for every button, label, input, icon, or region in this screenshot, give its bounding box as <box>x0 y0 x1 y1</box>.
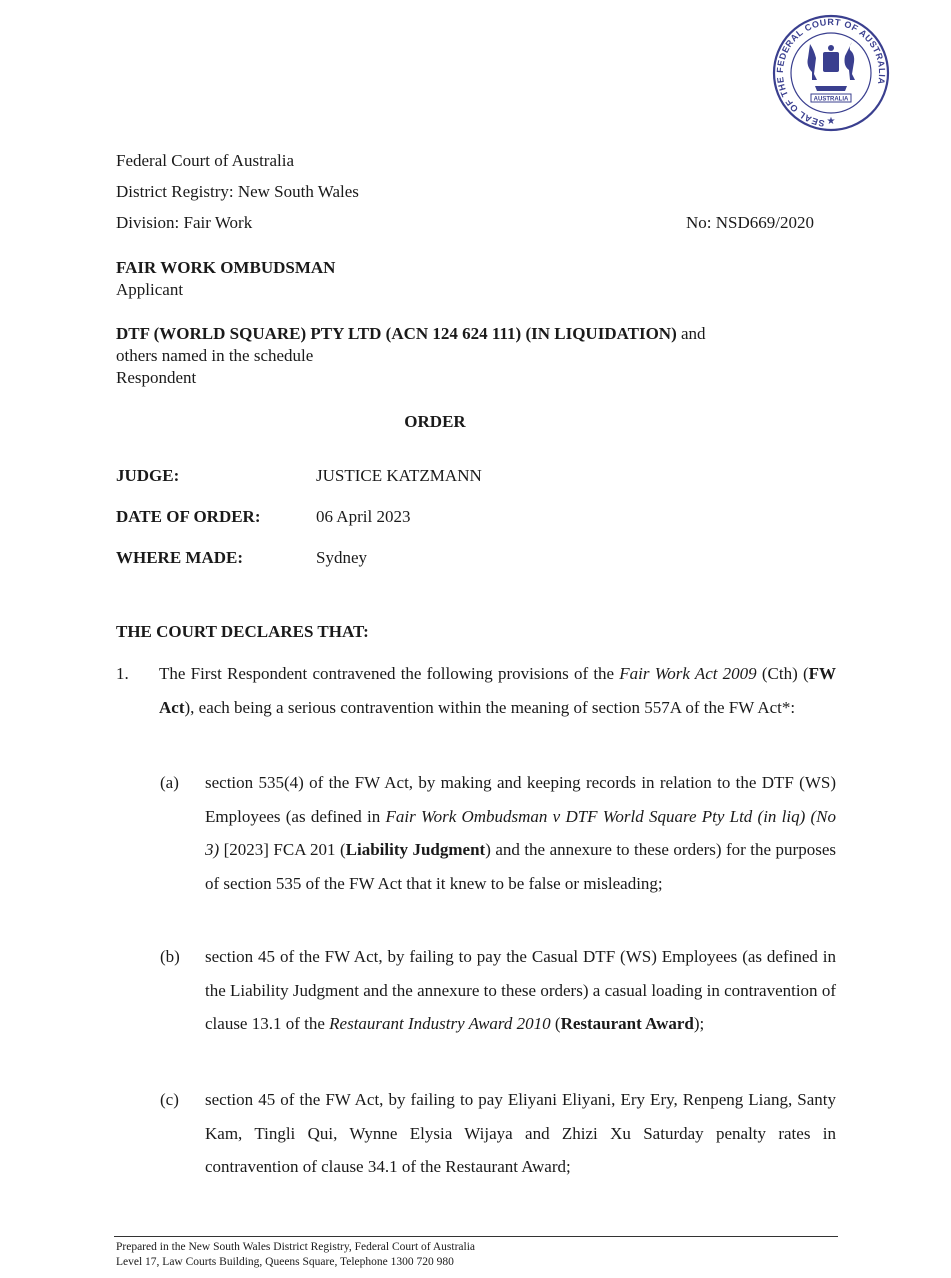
paragraph-1-number: 1. <box>116 664 129 683</box>
court-name: Federal Court of Australia <box>116 151 294 170</box>
footer-divider <box>114 1236 838 1237</box>
date-of-order-value: 06 April 2023 <box>316 507 411 526</box>
applicant-role: Applicant <box>116 280 184 299</box>
footer-line-2: Level 17, Law Courts Building, Queens Square, Telephone 1300 720 980 <box>116 1256 454 1268</box>
respondent-name-line <box>116 323 706 345</box>
subparagraph-b-text-part: ); <box>693 1014 705 1033</box>
subparagraph-a-text-part: section 535(4) of the FW Act, by making and keeping records in relation to the DTF (WS) Employees (as defined in <box>205 773 836 826</box>
subparagraph-b-text-part: section 45 of the FW Act, by failing to pay the Casual DTF (WS) Employees (as defined in the Liability Judgment and the annexure to these orders) a casual loading in contravention of clause 13.1 of the <box>205 947 836 1033</box>
liability-judgment-defined-term: Liability Judgment <box>345 840 486 859</box>
subparagraph-a-number: (a) <box>160 773 179 792</box>
respondent-name: DTF (WORLD SQUARE) PTY LTD (ACN 124 624 111) (IN LIQUIDATION) <box>116 324 677 343</box>
judge-label: JUDGE: <box>116 466 180 485</box>
judge-value: JUSTICE KATZMANN <box>316 466 482 485</box>
subparagraph-a <box>205 766 836 900</box>
subparagraph-a-text-part: ) and the annexure to these orders) for the purposes of section 535 of the FW Act that it knew to be false or misleading; <box>205 840 836 893</box>
paragraph-1 <box>159 657 836 724</box>
district-registry: District Registry: New South Wales <box>116 182 359 201</box>
subparagraph-b-text-part: ( <box>550 1014 561 1033</box>
respondent-and: and <box>676 324 706 343</box>
restaurant-award-defined-term: Restaurant Award <box>560 1014 694 1033</box>
svg-text:SEAL OF THE FEDERAL COURT OF A <box>775 17 887 129</box>
order-title: ORDER <box>404 412 466 431</box>
subparagraph-b <box>205 940 836 1041</box>
paragraph-1-text-part: The First Respondent contravened the following provisions of the <box>159 664 620 683</box>
fair-work-act-title: Fair Work Act 2009 <box>619 664 757 683</box>
division: Division: Fair Work <box>116 213 253 232</box>
declares-heading: THE COURT DECLARES THAT: <box>116 622 369 641</box>
respondent-others: others named in the schedule <box>116 346 314 365</box>
subparagraph-c: section 45 of the FW Act, by failing to pay Eliyani Eliyani, Ery Ery, Renpeng Liang, Santy Kam, Tingli Qui, Wynne Elysia Wijaya and Zhizi Xu Saturday penalty rates in contravention of clause 34.1 of the Restaurant Award; <box>205 1090 836 1176</box>
case-citation: Fair Work Ombudsman v DTF World Square Pty Ltd (in liq) (No 3) <box>205 806 837 859</box>
seal-banner-text: AUSTRALIA <box>813 96 849 103</box>
award-title: Restaurant Industry Award 2010 <box>329 1014 551 1033</box>
seal-ring-text: SEAL OF THE FEDERAL COURT OF AUSTRALIA <box>774 16 888 129</box>
respondent-role: Respondent <box>116 368 197 387</box>
subparagraph-a-text-part: [2023] FCA 201 ( <box>219 840 346 859</box>
date-of-order-label: DATE OF ORDER: <box>116 507 261 526</box>
where-made-label: WHERE MADE: <box>116 548 244 567</box>
where-made-value: Sydney <box>316 548 367 567</box>
seal-star-icon: ★ <box>826 116 836 127</box>
applicant-name: FAIR WORK OMBUDSMAN <box>116 258 336 277</box>
subparagraph-b-number: (b) <box>160 947 180 966</box>
paragraph-1-text-part: (Cth) ( <box>756 664 809 683</box>
paragraph-1-text-part: ), each being a serious contravention within the meaning of section 557A of the FW Act*: <box>184 697 796 717</box>
footer-line-1: Prepared in the New South Wales District Registry, Federal Court of Australia <box>116 1241 476 1253</box>
subparagraph-c-number: (c) <box>160 1090 179 1109</box>
fw-act-defined-term: FW Act <box>159 664 836 717</box>
case-number: No: NSD669/2020 <box>686 213 814 232</box>
federal-court-seal-icon <box>770 14 892 132</box>
